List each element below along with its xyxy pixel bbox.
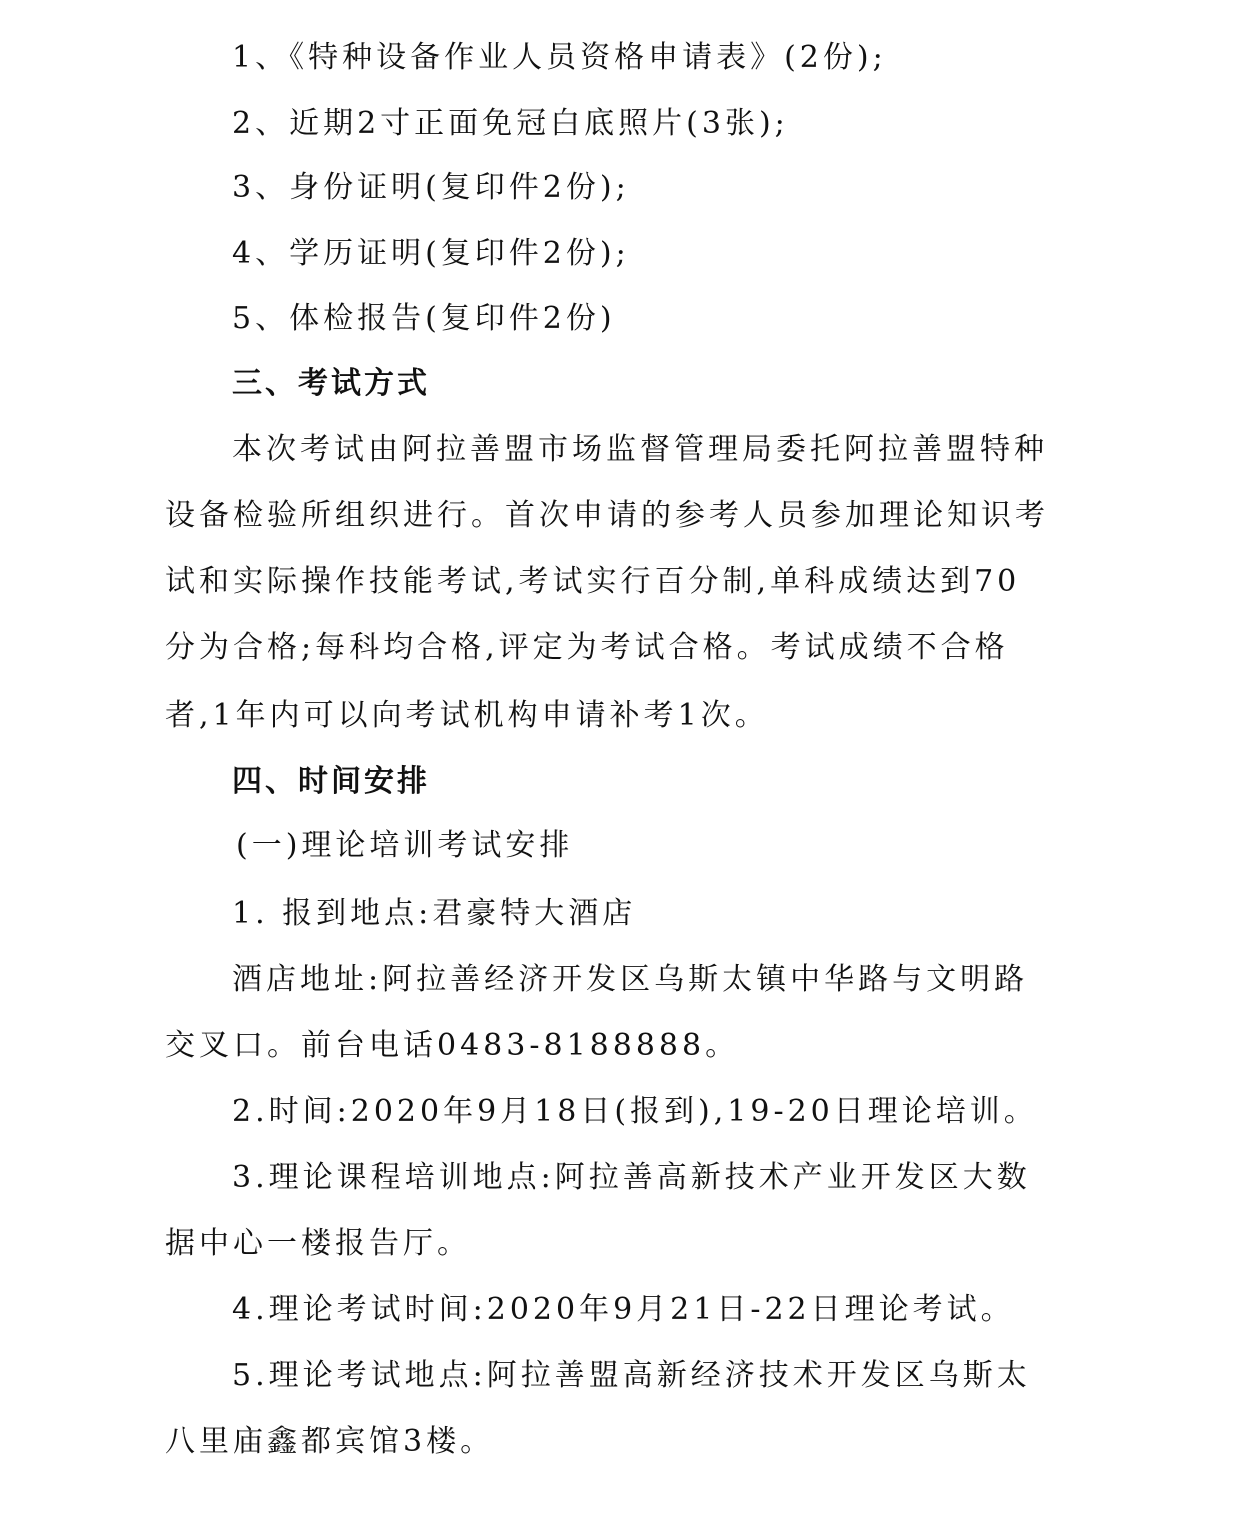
item-3-training-location-line-1: 3.理论课程培训地点:阿拉善高新技术产业开发区大数 (232, 1160, 1031, 1195)
item-2-time: 2.时间:2020年9月18日(报到),19-20日理论培训。 (232, 1094, 1038, 1129)
hotel-address-line-2: 交叉口。前台电话0483-8188888。 (165, 1028, 740, 1063)
section-3-paragraph-line-4: 分为合格;每科均合格,评定为考试合格。考试成绩不合格 (165, 630, 1009, 665)
item-5-exam-location-line-1: 5.理论考试地点:阿拉善盟高新经济技术开发区乌斯太 (232, 1358, 1031, 1393)
section-4-heading: 四、时间安排 (232, 764, 430, 799)
material-item-3: 3、身份证明(复印件2份); (232, 170, 630, 205)
item-5-exam-location-line-2: 八里庙鑫都宾馆3楼。 (165, 1424, 495, 1459)
hotel-address-line-1: 酒店地址:阿拉善经济开发区乌斯太镇中华路与文明路 (232, 962, 1029, 997)
section-3-paragraph-line-1: 本次考试由阿拉善盟市场监督管理局委托阿拉善盟特种 (232, 432, 1048, 467)
section-3-paragraph-line-2: 设备检验所组织进行。首次申请的参考人员参加理论知识考 (165, 498, 1049, 533)
item-4-exam-time: 4.理论考试时间:2020年9月21日-22日理论考试。 (232, 1292, 1015, 1327)
item-3-training-location-line-2: 据中心一楼报告厅。 (165, 1226, 471, 1261)
material-item-5: 5、体检报告(复印件2份) (232, 301, 616, 336)
section-4-subheading: (一)理论培训考试安排 (236, 828, 574, 863)
section-3-heading: 三、考试方式 (232, 366, 430, 401)
section-3-paragraph-line-5: 者,1年内可以向考试机构申请补考1次。 (165, 698, 769, 733)
section-3-paragraph-line-3: 试和实际操作技能考试,考试实行百分制,单科成绩达到70 (165, 564, 1021, 599)
material-item-2: 2、近期2寸正面免冠白底照片(3张); (232, 106, 789, 141)
material-item-1: 1、《特种设备作业人员资格申请表》(2份); (232, 40, 887, 75)
material-item-4: 4、学历证明(复印件2份); (232, 236, 630, 271)
item-1-checkin-location: 1. 报到地点:君豪特大酒店 (232, 896, 637, 931)
